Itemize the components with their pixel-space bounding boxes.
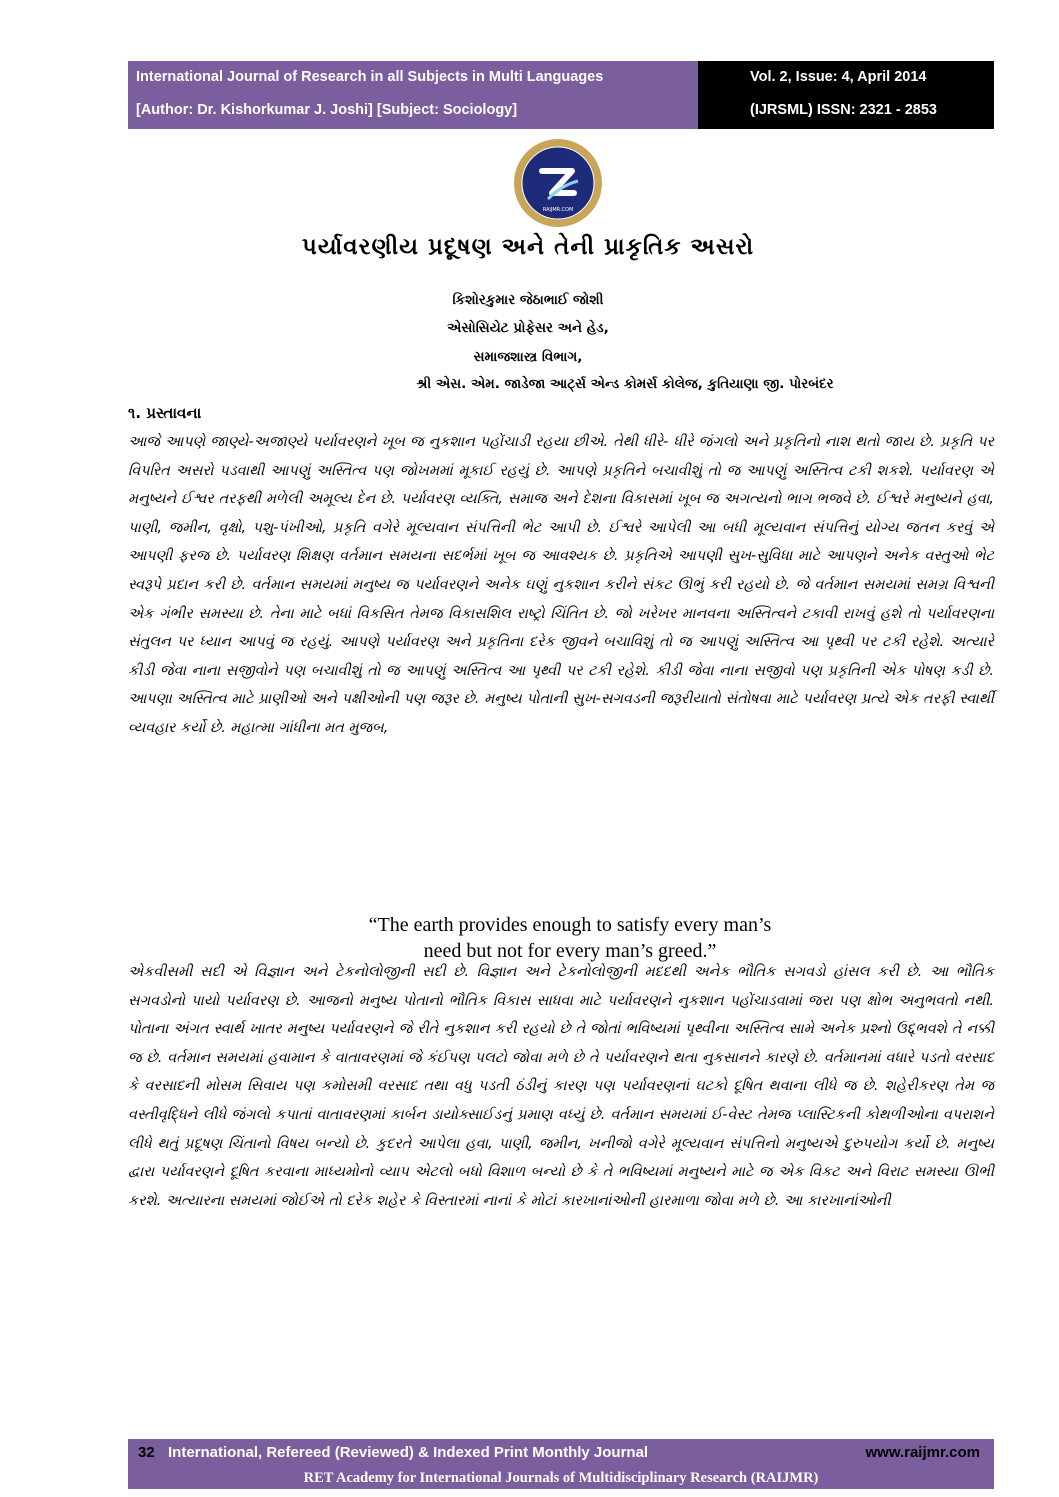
section-heading: ૧. પ્રસ્તાવના [128,404,202,422]
footer-academy-bar [128,1467,994,1489]
author-subject: [Author: Dr. Kishorkumar J. Joshi] [Subject: Sociology] [136,102,518,118]
logo-text: RAIJMR.COM [542,207,574,213]
article-title: પર્યાવરણીય પ્રદૂષણ અને તેની પ્રાકૃતિક અસરો [301,234,755,260]
page-number: 32 [138,1444,155,1461]
author-department: સમાજશાસ્ત્ર વિભાગ, [473,349,583,365]
quote-line-2: need but not for every man’s greed.” [423,940,717,962]
quote-line-1: “The earth provides enough to satisfy every man’s [368,914,772,936]
issn: (IJRSML) ISSN: 2321 - 2853 [750,102,937,118]
body-paragraph-1: આજે આપણે જાણ્યે-અજાણ્યે પર્યાવરણને ખૂબ જ નુકશાન પહોંચાડી રહયા છીએ. તેથી ધીરે- ધીરે જંગલો અને પ્રકૃતિનો નાશ થતો જાય છે. પ્રકૃતિ પર વિપરિત અસરો પડવાથી આપણું અસ્તિત્વ પણ જોખમમાં મૂકાઈ રહયું છે. આપણે પ્રકૃતિને બચાવીશું તો જ આપણું અસ્તિત્વ ટકી શકશે. પર્યાવરણ એ મનુષ્યને ઈશ્વર તરફથી મળેલી અમૂલ્ય દેન છે. પર્યાવરણ વ્યક્તિ, સમાજ અને દેશના વિકાસમાં ખૂબ જ અગત્યનો ભાગ ભજવે છે. ઈશ્વરે મનુષ્યને હવા, પાણી, જમીન, વૃક્ષો, પશુ-પંખીઓ, પ્રકૃતિ વગેરે મૂલ્યવાન સંપત્તિની ભેટ આપી છે. ઈશ્વરે આપેલી આ બધી મૂલ્યવાન સંપત્તિનું યોગ્ય જતન કરવું એ આપણી ફરજ છે. પર્યાવરણ શિક્ષણ વર્તમાન સમયના સદર્ભમાં ખૂબ જ આવશ્યક છે. પ્રકૃતિએ આપણી સુખ-સુવિધા માટે આપણને અનેક વસ્તુઓ ભેટ સ્વરૂપે પ્રદાન કરી છે. વર્તમાન સમયમાં મનુષ્ય જ પર્યાવરણને અનેક ઘણું નુકશાન કરીને સંકટ ઊભું કરી રહયો છે. જે વર્તમાન સમયમાં સમગ્ર વિશ્વની એક ગંભીર સમસ્યા છે. તેના માટે બધાં વિકસિત તેમજ વિકાસશિલ રાષ્ટ્રો ચિંતિત છે. જો ખરેખર માનવના અસ્તિત્વને ટકાવી રાખવું હશે તો પર્યાવરણના સંતુલન પર ધ્યાન આપવું જ રહયું. આપણે પર્યાવરણ અને પ્રકૃતિના દરેક જીવને બચાવિશું તો જ આપણું અસ્તિત્વ આ પૃથ્વી પર ટકી રહેશે. અત્યારે કીડી જેવા નાના સજીવોને પણ બચાવીશું તો જ આપણું અસ્તિત્વ આ પૃથ્વી પર ટકી રહેશે. કીડી જેવા નાના સજીવો પણ પ્રકૃતિની એક પોષણ કડી છે. આપણા અસ્તિત્વ માટે પ્રાણીઓ અને પક્ષીઓની પણ જરૂર છે. મનુષ્ય પોતાની સુખ-સગવડની જરૂરીયાતો સંતોષવા માટે પર્યાવરણ પ્રત્યે એક તરફી સ્વાર્થી વ્યવહાર કર્યો છે. મહાત્મા ગાંધીના મત મુજબ, [128,434,994,736]
raijmr-logo [512,137,604,229]
website-link[interactable]: www.raijmr.com [865,1444,980,1461]
journal-header [128,61,994,129]
volume-issue: Vol. 2, Issue: 4, April 2014 [750,69,927,85]
header-left-band [128,61,698,129]
academy-name: RET Academy for International Journals of Multidisciplinary Research (RAIJMR) [303,1470,819,1486]
raijmr-logo-icon [512,137,604,229]
body-paragraph-2: એકવીસમી સદી એ વિજ્ઞાન અને ટેકનોલોજીની સદી છે. વિજ્ઞાન અને ટેકનોલોજીની મદદથી અનેક ભૌતિક સગવડો હાંસલ કરી છે. આ ભૌતિક સગવડોનો પાયો પર્યાવરણ છે. આજનો મનુષ્ય પોતાનો ભૌતિક વિકાસ સાધવા માટે પર્યાવરણને નુકશાન પહોંચાડવામાં જરા પણ ક્ષોભ અનુભવતો નથી. પોતાના અંગત સ્વાર્થ ખાતર મનુષ્ય પર્યાવરણને જે રીતે નુકશાન કરી રહયો છે તે જોતાં ભવિષ્યમાં પૃથ્વીના અસ્તિત્વ સામે અનેક પ્રશ્નો ઉદ્દ્ભવશે તે નક્કી જ છે. વર્તમાન સમયમાં હવામાન કે વાતાવરણમાં જે કંઈપણ પલટો જોવા મળે છે તે પર્યાવરણને થતા નુકસાનને કારણે છે. વર્તમાનમાં વધારે પડતો વરસાદ કે વરસાદની મોસમ સિવાય પણ કમોસમી વરસાદ તથા વધુ પડતી ઠંડીનું કારણ પણ પર્યાવરણનાં ઘટકો દૂષિત થવાના લીધે જ છે. શહેરીકરણ તેમ જ વસ્તીવૃદ્ધિને લીધે જંગલો કપાતાં વાતાવરણમાં કાર્બન ડાયોક્સાઈડનું પ્રમાણ વધ્યું છે. વર્તમાન સમયમાં ઈ-વેસ્ટ તેમજ પ્લાસ્ટિકની કોથળીઓના વપરાશને લીધે થતું પ્રદૂષણ ચિંતાનો વિષય બન્યો છે. કુદરતે આપેલા હવા, પાણી, જમીન, ખનીજો વગેરે મૂલ્યવાન સંપત્તિનો મનુષ્યએ દુરુપયોગ કર્યો છે. મનુષ્ય દ્વારા પર્યાવરણને દૂષિત કરવાના માધ્યમોનો વ્યાપ એટલો બધો વિશાળ બન્યો છે કે તે ભવિષ્યમાં મનુષ્યને માટે જ એક વિકટ અને વિરાટ સમસ્યા ઊભી કરશે. અત્યારના સમયમાં જોઈએ તો દરેક શહેર કે વિસ્તારમાં નાનાં કે મોટાં કારખાનાંઓની હારમાળા જોવા મળે છે. આ કારખાનાંઓની [128,964,994,1209]
author-name: કિશોરકુમાર જેઠાભાઈ જોશી [452,292,604,308]
journal-name: International Journal of Research in all Subjects in Multi Languages [136,69,604,85]
author-college: શ્રી એસ. એમ. જાડેજા આર્ટ્સ એન્ડ કોમર્સ કોલેજ, કુતિયાણા જી. પોરબંદર [416,376,834,392]
gandhi-quote [240,912,900,964]
footer-bar [128,1439,994,1467]
header-right-band [698,61,994,129]
journal-type: International, Refereed (Reviewed) & Indexed Print Monthly Journal [168,1444,649,1461]
author-designation: એસોસિયેટ પ્રોફેસર અને હેડ, [447,320,609,336]
